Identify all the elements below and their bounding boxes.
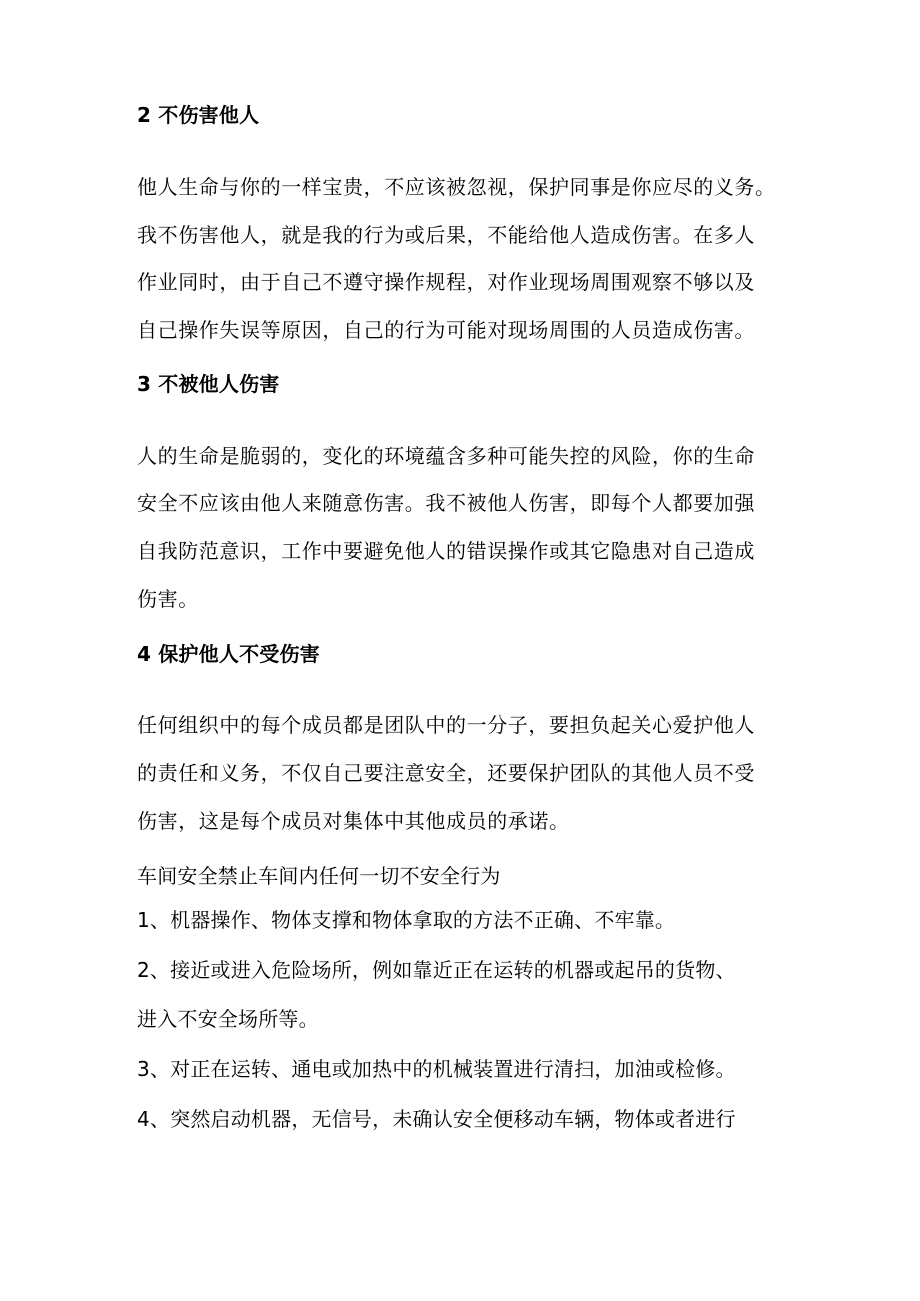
section-4-line-1: 任何组织中的每个成员都是团队中的一分子，要担负起关心爱护他人 xyxy=(137,713,755,737)
section-3-heading: 3 不被他人伤害 xyxy=(137,372,280,396)
section-2-line-2: 我不伤害他人，就是我的行为或后果，不能给他人造成伤害。在多人 xyxy=(137,223,755,247)
section-3-line-1: 人的生命是脆弱的，变化的环境蕴含多种可能失控的风险，你的生命 xyxy=(137,444,755,468)
section-3-line-2: 安全不应该由他人来随意伤害。我不被他人伤害，即每个人都要加强 xyxy=(137,491,755,515)
workshop-item-2-cont: 进入不安全场所等。 xyxy=(137,1007,319,1031)
section-3-line-4: 伤害。 xyxy=(137,587,199,611)
section-2-heading: 2 不伤害他人 xyxy=(137,103,260,127)
section-4-heading: 4 保护他人不受伤害 xyxy=(137,642,320,666)
workshop-item-4: 4、突然启动机器，无信号，未确认安全便移动车辆，物体或者进行 xyxy=(137,1107,736,1131)
workshop-title: 车间安全禁止车间内任何一切不安全行为 xyxy=(137,864,501,888)
section-2-line-1: 他人生命与你的一样宝贵，不应该被忽视，保护同事是你应尽的义务。 xyxy=(137,175,776,199)
workshop-item-1: 1、机器操作、物体支撑和物体拿取的方法不正确、不牢靠。 xyxy=(137,908,676,932)
section-2-line-4: 自己操作失误等原因，自己的行为可能对现场周围的人员造成伤害。 xyxy=(137,318,755,342)
section-4-line-2: 的责任和义务，不仅自己要注意安全，还要保护团队的其他人员不受 xyxy=(137,761,755,785)
section-2-line-3: 作业同时，由于自己不遵守操作规程，对作业现场周围观察不够以及 xyxy=(137,270,755,294)
section-3-line-3: 自我防范意识，工作中要避免他人的错误操作或其它隐患对自己造成 xyxy=(137,539,755,563)
workshop-item-2: 2、接近或进入危险场所，例如靠近正在运转的机器或起吊的货物、 xyxy=(137,958,736,982)
workshop-item-3: 3、对正在运转、通电或加热中的机械装置进行清扫，加油或检修。 xyxy=(137,1057,736,1081)
section-4-line-3: 伤害，这是每个成员对集体中其他成员的承诺。 xyxy=(137,809,570,833)
